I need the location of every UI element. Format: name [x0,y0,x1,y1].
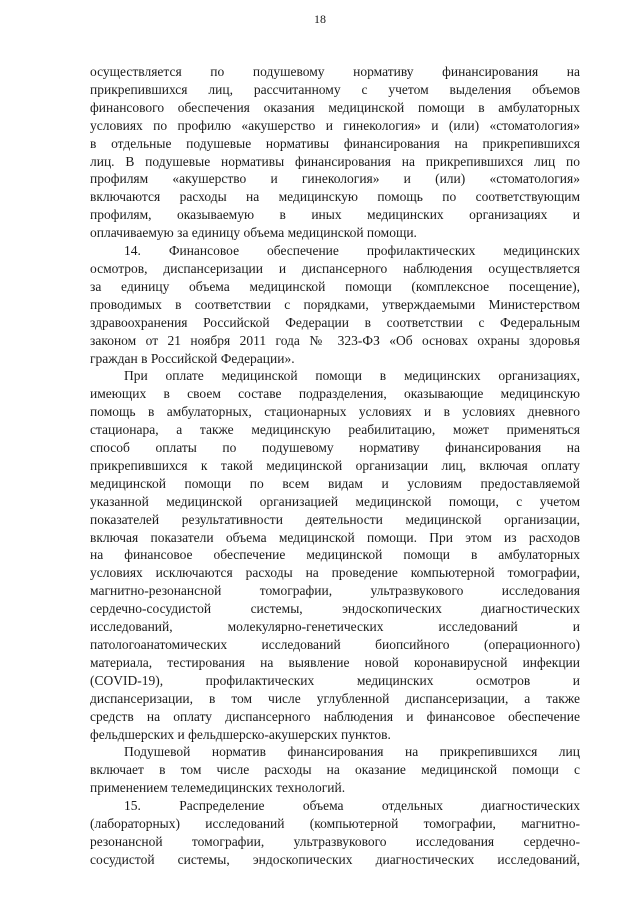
text-line: материала, тестирования на выявление новой коронавирусной инфекции [90,654,580,670]
text-line: здравоохранения Российской Федерации в соответствии с Федеральным [90,314,580,330]
text-line: 15. Распределение объема отдельных диагностических [124,798,580,814]
text-line: в отдельные подушевые нормативы финансирования на прикрепившихся [90,135,580,151]
text-line: помощь в амбулаторных, стационарных условиях и в условиях дневного [90,404,580,420]
paragraph [90,367,580,743]
text-line: включая показатели объема медицинской помощи. При этом из расходов [90,529,580,545]
text-line: профилям, оказываемую в иных медицинских организациях и [90,207,580,223]
text-line: осуществляется по подушевому нормативу финансирования на [90,64,580,79]
page-number: 18 [314,12,326,26]
text-line: проводимых в соответствии с порядками, утверждаемыми Министерством [90,296,580,312]
text-line: осмотров, диспансеризации и диспансерного наблюдения осуществляется [90,260,580,276]
text-line: патологоанатомических исследований биопсийного (операционного) [90,637,580,652]
text-line: способ оплаты по подушевому нормативу финансирования на [90,440,580,456]
text-line: сердечно-сосудистой системы, эндоскопических диагностических [90,601,580,617]
text-line: исследований, молекулярно-генетических исследований и [90,619,580,635]
text-line: средств на оплату диспансерного наблюдения и финансовое обеспечение [90,708,580,724]
text-line: стационара, а также медицинскую реабилитацию, может применяться [90,422,580,438]
text-line: 14. Финансовое обеспечение профилактических медицинских [124,243,580,259]
text-line: прикрепившихся к такой медицинской организации лиц, включая оплату [90,457,580,473]
document-body [90,63,580,869]
text-line: (COVID-19), профилактических медицинских осмотров и [90,672,580,688]
text-line: условиях исключаются расходы на проведение компьютерной томографии, [90,565,580,581]
text-line: включаются расходы на медицинскую помощь по соответствующим [90,189,580,205]
paragraph [90,63,580,242]
text-line: на финансовое обеспечение медицинской помощи в амбулаторных [90,547,580,563]
text-line: условиях по профилю «акушерство и гинекология» и (или) «стоматология» [90,117,580,133]
text-line: финансового обеспечения оказания медицинской помощи в амбулаторных [90,99,580,115]
text-line: диспансеризации, в том числе углубленной диспансеризации, а также [90,690,580,706]
paragraph [90,797,580,869]
text-line: имеющих в своем составе подразделения, оказывающие медицинскую [90,386,580,402]
text-line: граждан в Российской Федерации». [90,350,295,366]
text-line: показателей результативности деятельности медицинской организации, [90,511,580,527]
paragraph [90,743,580,797]
text-line: лиц. В подушевые нормативы финансирования на прикрепившихся лиц по [90,153,580,169]
text-line: магнитно-резонансной томографии, ультразвукового исследования [90,583,580,599]
text-line: Подушевой норматив финансирования на прикрепившихся лиц [124,744,580,760]
text-line: фельдшерских и фельдшерско-акушерских пунктов. [90,726,391,742]
text-line: медицинской помощи по всем видам и условиям предоставляемой [90,475,580,491]
text-line: включает в том числе расходы на оказание медицинской помощи с [90,762,580,778]
text-line: применением телемедицинских технологий. [90,780,346,796]
text-line: прикрепившихся лиц, рассчитанному с учетом выделения объемов [90,81,580,97]
text-line: законом от 21 ноября 2011 года № 323-ФЗ «Об основах охраны здоровья [90,332,580,348]
text-line: При оплате медицинской помощи в медицинских организациях, [124,368,580,384]
text-line: указанной медицинской организацией медицинской помощи, с учетом [90,493,580,509]
text-line: оплачиваемую за единицу объема медицинской помощи. [90,225,417,241]
text-line: за единицу объема медицинской помощи (комплексное посещение), [90,278,580,294]
text-line: (лабораторных) исследований (компьютерной томографии, магнитно- [90,816,580,832]
paragraph [90,242,580,367]
text-line: резонансной томографии, ультразвукового исследования сердечно- [90,833,580,849]
text-line: профилям «акушерство и гинекология» и (или) «стоматология» [90,171,580,187]
text-line: сосудистой системы, эндоскопических диагностических исследований, [90,851,580,867]
